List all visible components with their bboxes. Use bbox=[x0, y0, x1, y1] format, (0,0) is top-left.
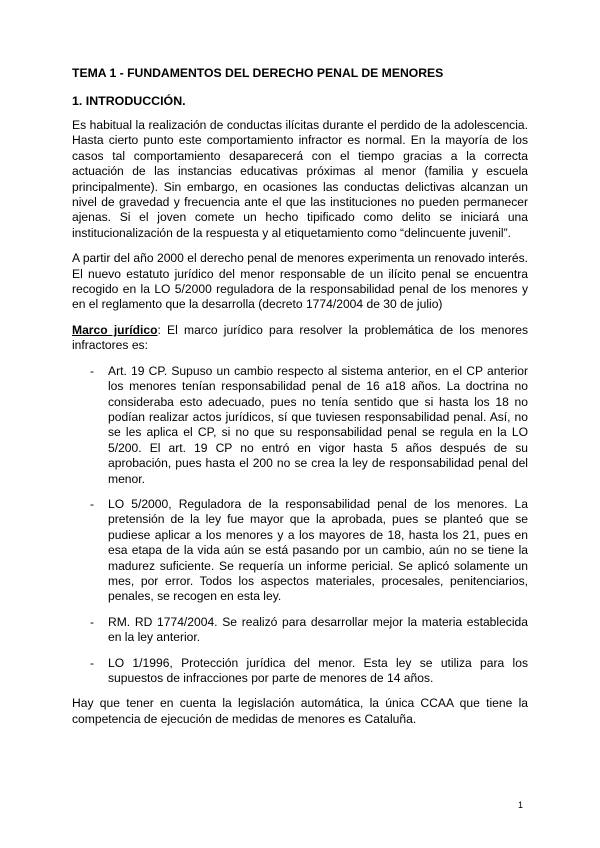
list-item bbox=[72, 497, 528, 605]
legal-framework-list bbox=[72, 364, 528, 687]
list-item bbox=[72, 364, 528, 487]
marco-juridico-paragraph bbox=[72, 323, 528, 354]
marco-juridico-text: : El marco jurídico para resolver la problemática de los menores infractores es: bbox=[72, 322, 528, 353]
marco-juridico-label: Marco jurídico bbox=[72, 322, 158, 337]
list-item bbox=[72, 656, 528, 687]
page-number: 1 bbox=[518, 800, 524, 810]
closing-paragraph: Hay que tener en cuenta la legislación automática, la única CCAA que tiene la competencia de ejecución de medidas de menores es Cataluña. bbox=[72, 696, 528, 726]
section-heading: 1. INTRODUCCIÓN. bbox=[72, 94, 186, 108]
list-dash: - bbox=[90, 614, 95, 629]
list-item bbox=[72, 615, 528, 646]
legislation-paragraph: A partir del año 2000 el derecho penal de menores experimenta un renovado interés. El nuevo estatuto jurídico del menor responsable de un ilícito penal se encuentra recogido en la LO 5/2000 reguladora de la responsabilidad penal de los menores y en el reglamento que la desarrolla (decreto 1774/2004 de 30 de julio) bbox=[72, 251, 528, 312]
list-dash: - bbox=[90, 496, 95, 511]
document-title: TEMA 1 - FUNDAMENTOS DEL DERECHO PENAL DE MENORES bbox=[72, 66, 444, 80]
list-dash: - bbox=[90, 655, 95, 670]
intro-paragraph: Es habitual la realización de conductas ilícitas durante el perdido de la adolescencia. Hasta cierto punto este comportamiento infractor es normal. En la mayoría de los casos tal comportamiento desaparecerá con el tiempo gracias a la correcta actuación de las instancias educativas próximas al menor (familia y escuela principalmente). Sin embargo, en ocasiones las conductas delictivas alcanzan un nivel de gravedad y frecuencia ante el que las instituciones no pueden permanecer ajenas. Si el joven comete un hecho tipificado como delito se iniciará una institucionalización de la respuesta y al etiquetamiento como “delincuente juvenil”. bbox=[72, 118, 528, 240]
list-dash: - bbox=[90, 363, 95, 378]
list-item-text: Art. 19 CP. Supuso un cambio respecto al sistema anterior, en el CP anterior los menores tenían responsabilidad penal de 16 a18 años. La doctrina no consideraba esto adecuado, pues no tenía sentido que si hasta los 18 no podían realizar actos jurídicos, sí que tuviesen responsabilidad penal. Así, no se les aplica el CP, si no que su responsabilidad penal se regula en la LO 5/200. El art. 19 CP no entró en vigor hasta 5 años después de su aprobación, pues hasta el 200 no se crea la ley de responsabilidad penal del menor. bbox=[108, 363, 528, 486]
list-item-text: LO 1/1996, Protección jurídica del menor. Esta ley se utiliza para los supuestos de infracciones por parte de menores de 14 años. bbox=[108, 655, 528, 685]
document-page bbox=[72, 66, 528, 737]
list-item-text: RM. RD 1774/2004. Se realizó para desarrollar mejor la materia establecida en la ley anterior. bbox=[108, 614, 528, 645]
list-item-text: LO 5/2000, Reguladora de la responsabilidad penal de los menores. La pretensión de la ley fue mayor que la aprobada, pues se planteó que se pudiese aplicar a los menores y a los mayores de 18, hasta los 21, pues en esa etapa de la vida aún se está pasando por un cambio, aún no se tiene la madurez suficiente. Se requería un informe pericial. Se aplicó solamente un mes, por error. Todos los aspectos materiales, procesales, penitenciarios, penales, se recogen en esta ley. bbox=[108, 496, 528, 604]
